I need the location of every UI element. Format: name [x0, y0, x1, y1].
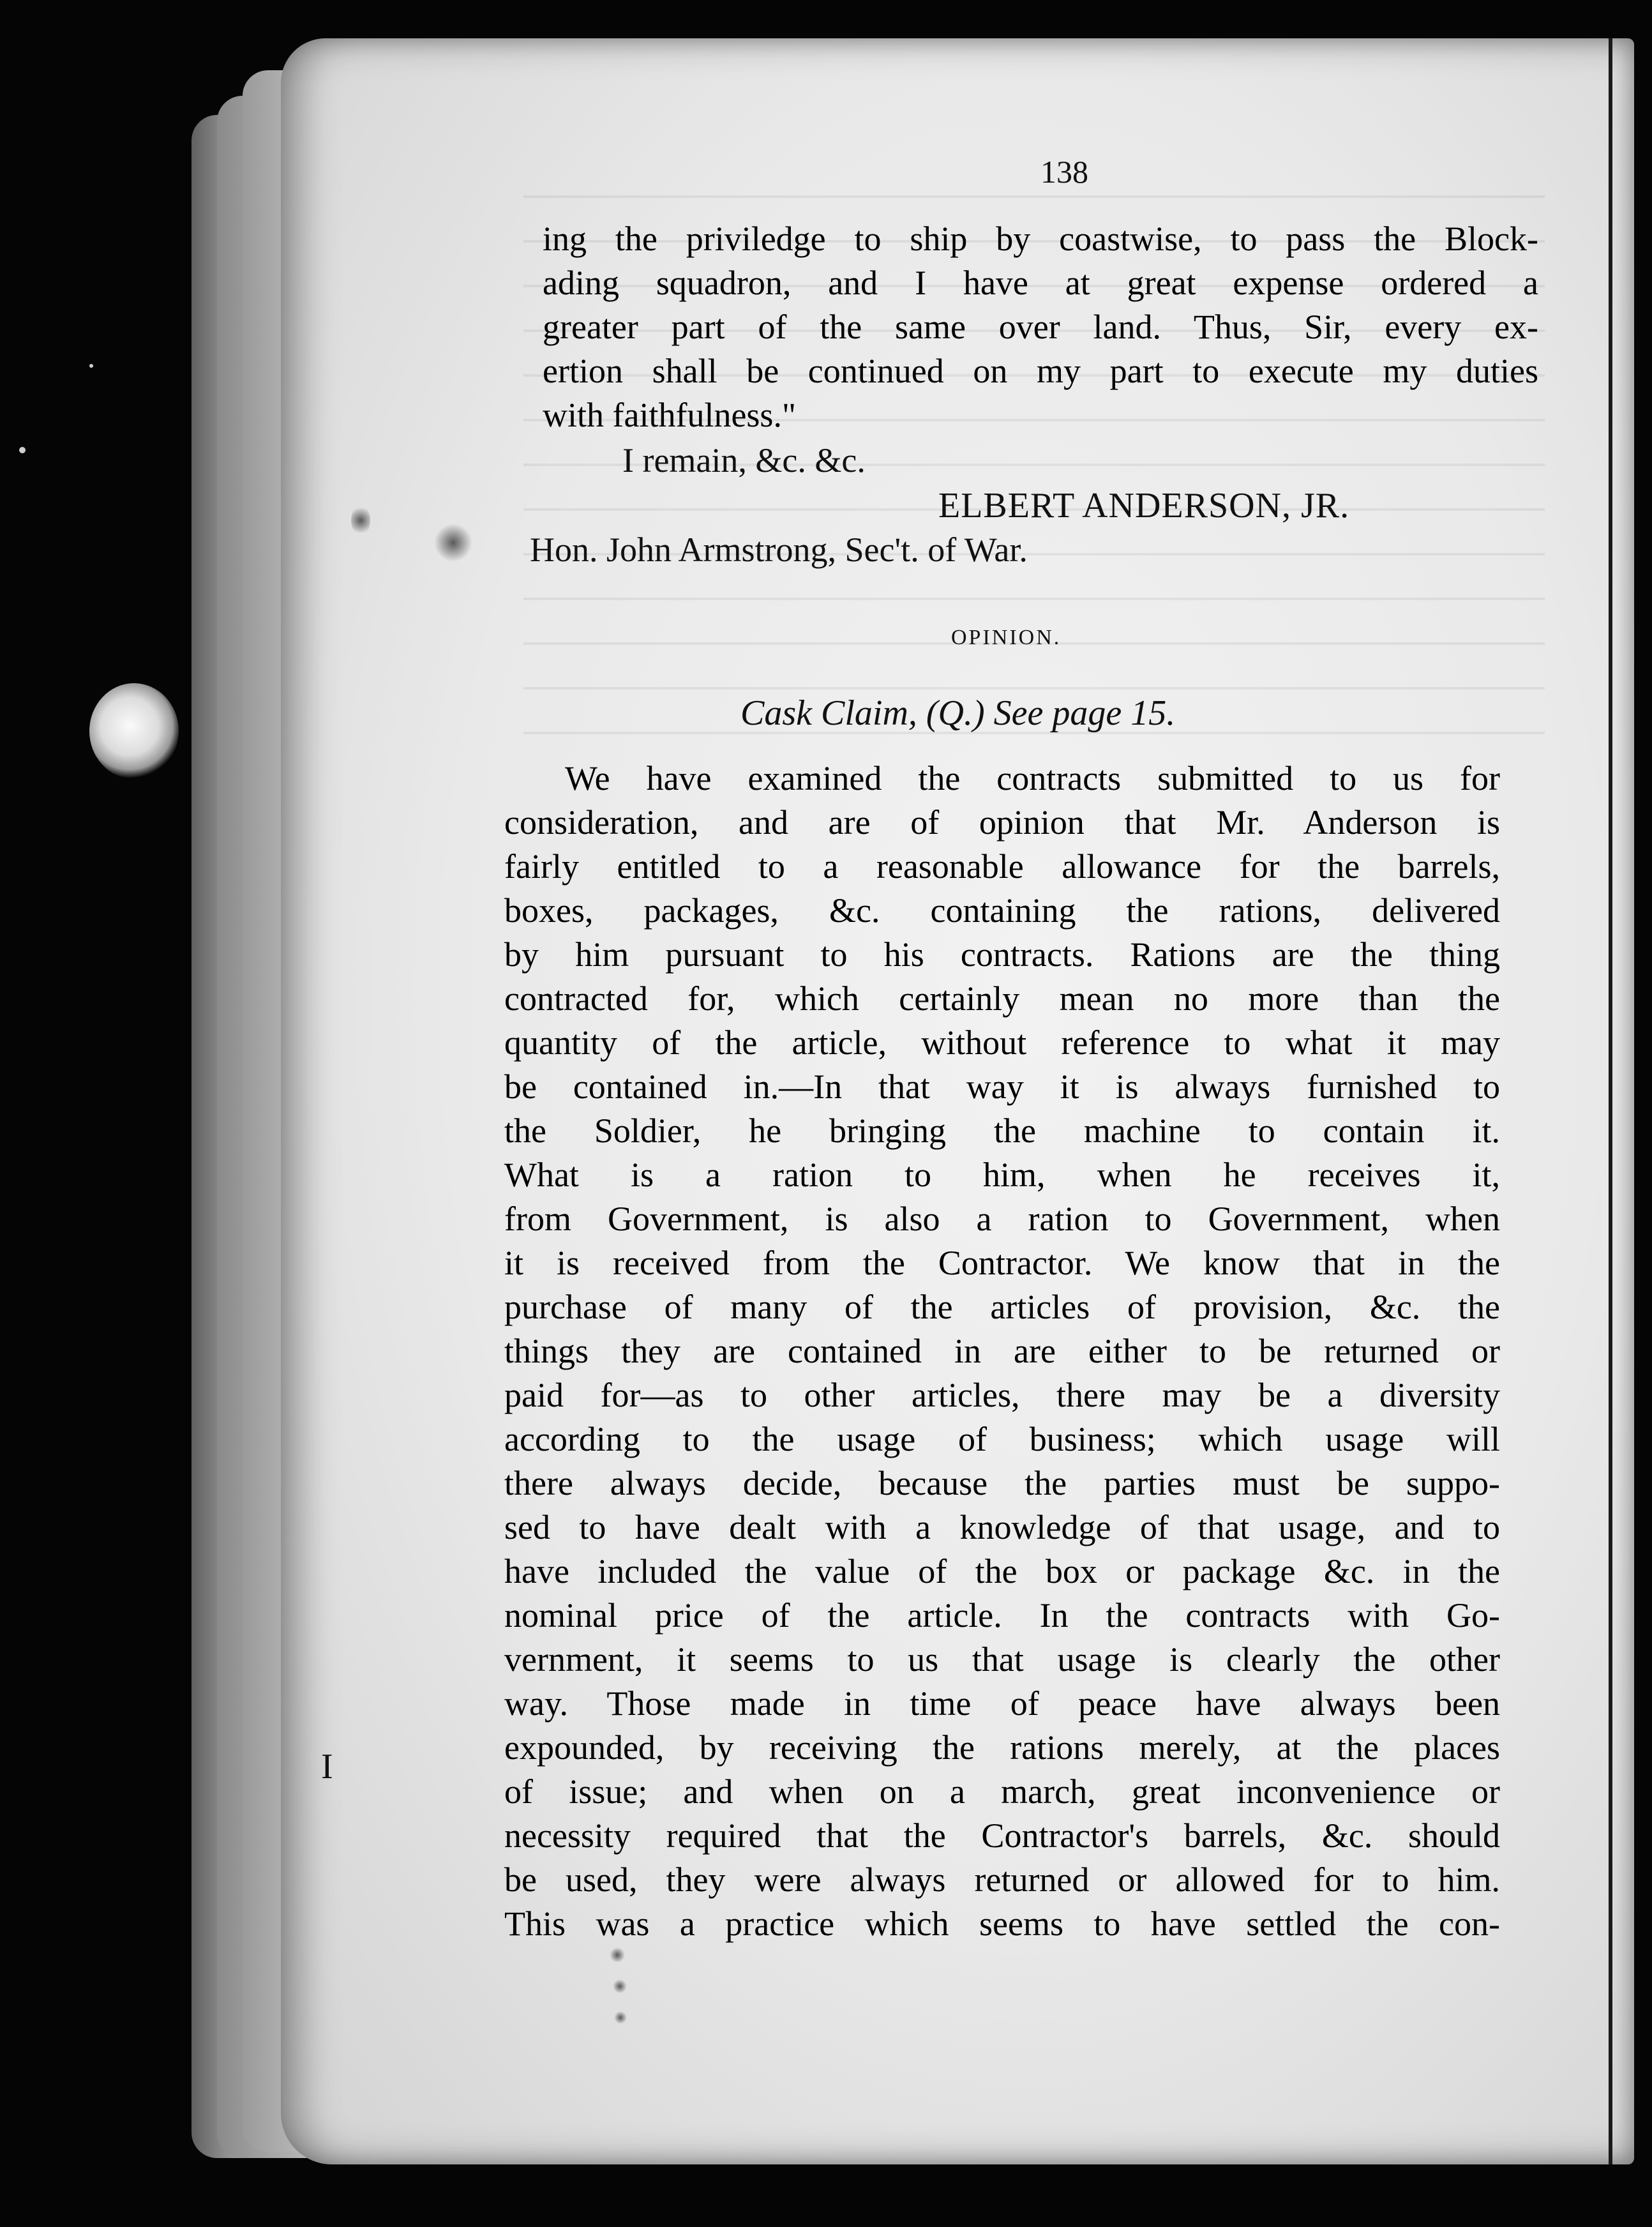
letter-signoff: I remain, &c. &c.: [622, 441, 866, 479]
text-line: This was a practice which seems to have settled the con-: [504, 1905, 1500, 1943]
text-line: ading squadron, and I have at great expense ordered a: [543, 264, 1538, 302]
text-line: things they are contained in are either to be returned or: [504, 1332, 1500, 1370]
text-line: quantity of the article, without reference to what it may: [504, 1023, 1500, 1062]
ink-smudge: [434, 524, 472, 562]
paper-damage-spot: [89, 683, 179, 779]
text-line: have included the value of the box or package &c. in the: [504, 1552, 1500, 1590]
section-heading: OPINION.: [951, 626, 1062, 649]
text-line: contracted for, which certainly mean no more than the: [504, 979, 1500, 1018]
page-border-line: [1609, 38, 1612, 2164]
text-line: paid for—as to other articles, there may be a diversity: [504, 1376, 1500, 1414]
letter-continuation: [543, 217, 1538, 437]
text-line: purchase of many of the articles of provision, &c. the: [504, 1288, 1500, 1326]
margin-mark: I: [321, 1747, 333, 1786]
text-line: vernment, it seems to us that usage is clearly the other: [504, 1640, 1500, 1679]
text-line: fairly entitled to a reasonable allowance for the barrels,: [504, 847, 1500, 886]
text-line: of issue; and when on a march, great inconvenience or: [504, 1772, 1500, 1811]
text-line: ertion shall be continued on my part to execute my duties: [543, 352, 1538, 390]
text-line: be contained in.—In that way it is always furnished to: [504, 1068, 1500, 1106]
text-line: What is a ration to him, when he receives it,: [504, 1156, 1500, 1194]
text-line: the Soldier, he bringing the machine to contain it.: [504, 1112, 1500, 1150]
text-line: ing the priviledge to ship by coastwise, to pass the Block-: [543, 220, 1538, 258]
text-line: way. Those made in time of peace have always been: [504, 1684, 1500, 1723]
text-line: nominal price of the article. In the contracts with Go-: [504, 1596, 1500, 1634]
ink-smudge: [613, 1979, 627, 1993]
text-line: according to the usage of business; which usage will: [504, 1420, 1500, 1458]
text-line: consideration, and are of opinion that Mr. Anderson is: [504, 803, 1500, 842]
text-line: there always decide, because the parties must be suppo-: [504, 1464, 1500, 1502]
text-line: it is received from the Contractor. We know that in the: [504, 1244, 1500, 1282]
text-line: boxes, packages, &c. containing the rations, delivered: [504, 891, 1500, 930]
ink-smudge: [614, 2011, 627, 2024]
text-line: by him pursuant to his contracts. Rations are the thing: [504, 935, 1500, 974]
text-line: with faithfulness.": [543, 396, 796, 434]
text-line: be used, they were always returned or allowed for to him.: [504, 1861, 1500, 1899]
text-line: necessity required that the Contractor's barrels, &c. should: [504, 1816, 1500, 1855]
ink-smudge: [351, 504, 370, 536]
section-subheading: Cask Claim, (Q.) See page 15.: [740, 693, 1176, 733]
ink-smudge: [610, 1947, 625, 1963]
text-line: expounded, by receiving the rations merely, at the places: [504, 1728, 1500, 1767]
dust-speck: [19, 447, 26, 453]
letter-addressee: Hon. John Armstrong, Sec't. of War.: [530, 531, 1028, 569]
letter-signature: ELBERT ANDERSON, JR.: [938, 486, 1350, 525]
dust-speck: [89, 364, 93, 368]
text-line: greater part of the same over land. Thus, Sir, every ex-: [543, 308, 1538, 346]
page-number: 138: [1040, 154, 1088, 190]
text-line: sed to have dealt with a knowledge of that usage, and to: [504, 1508, 1500, 1546]
text-line: We have examined the contracts submitted to us for: [565, 759, 1500, 797]
text-line: from Government, is also a ration to Government, when: [504, 1200, 1500, 1238]
opinion-body: [504, 757, 1500, 1946]
